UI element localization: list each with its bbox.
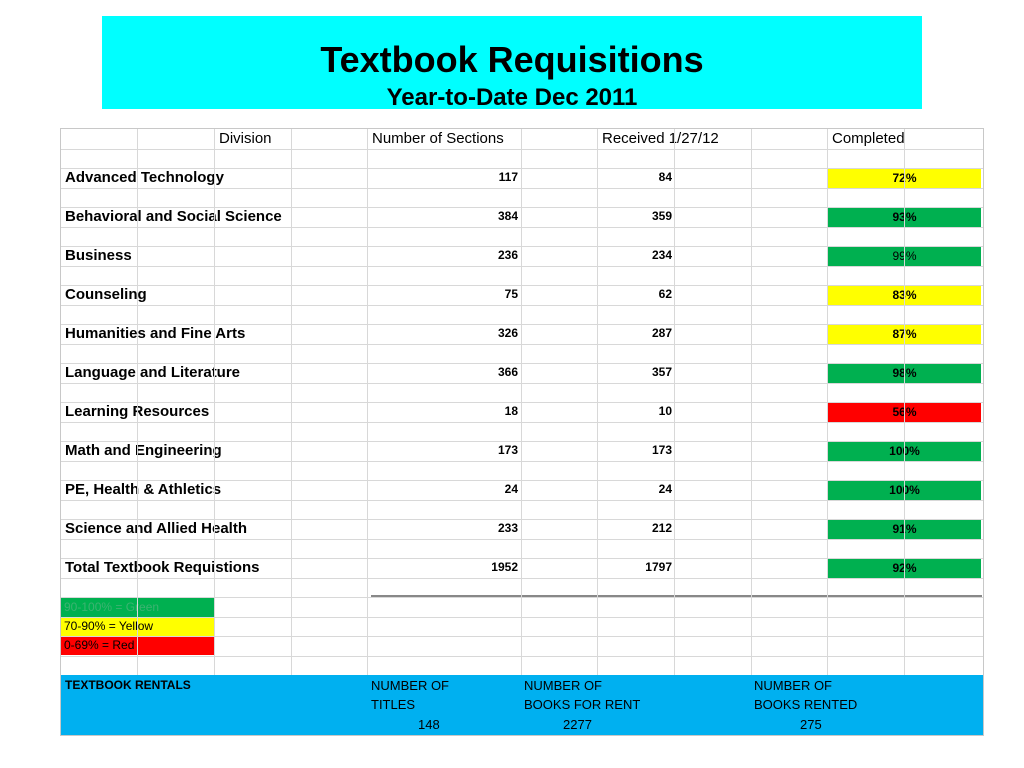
grid-row-line (61, 227, 983, 228)
division-name: Advanced Technology (65, 169, 224, 186)
rentals-for-rent-value: 2277 (563, 717, 592, 732)
grid-row-line (61, 207, 983, 208)
received-count: 357 (651, 365, 672, 379)
rentals-titles-heading-1: NUMBER OF (371, 678, 449, 693)
header-completed: Completed (832, 130, 905, 147)
header-received: Received 1/27/12 (602, 130, 719, 147)
grid-row-line (61, 305, 983, 306)
sections-count: 326 (497, 326, 518, 340)
grid-row-line (61, 188, 983, 189)
division-name: PE, Health & Athletics (65, 481, 222, 498)
division-name: Science and Allied Health (65, 520, 247, 537)
grid-row-line (61, 656, 983, 657)
division-name: Learning Resources (65, 403, 210, 420)
sections-count: 75 (504, 287, 518, 301)
completed-percent: 72% (828, 168, 981, 188)
grid-row-line (61, 363, 983, 364)
sections-count: 366 (497, 365, 518, 379)
division-name: Behavioral and Social Science (65, 208, 282, 225)
rentals-for-rent-heading-2: BOOKS FOR RENT (524, 697, 641, 712)
grid-row-line (61, 617, 983, 618)
legend-item: 90-100% = Green (61, 598, 214, 617)
rentals-titles-value: 148 (418, 717, 440, 732)
sections-count: 233 (497, 521, 518, 535)
completed-percent: 91% (828, 519, 981, 539)
grid-row-line (61, 168, 983, 169)
division-name: Math and Engineering (65, 442, 222, 459)
grid-row-line (61, 324, 983, 325)
grid-row-line (61, 246, 983, 247)
division-name: Humanities and Fine Arts (65, 325, 246, 342)
completed-percent: 92% (828, 558, 981, 578)
rentals-titles-heading-2: TITLES (371, 697, 416, 712)
grid-row-line (61, 558, 983, 559)
header-sections: Number of Sections (372, 130, 504, 147)
grid-row-line (61, 519, 983, 520)
rentals-for-rent-heading-1: NUMBER OF (524, 678, 602, 693)
grid-row-line (61, 285, 983, 286)
grid-row-line (61, 383, 983, 384)
sections-count: 236 (497, 248, 518, 262)
grid-row-line (61, 578, 983, 579)
grid-row-line (61, 500, 983, 501)
legend-item: 0-69% = Red (61, 636, 214, 655)
division-name: Business (65, 247, 132, 264)
sections-count: 24 (504, 482, 518, 496)
sections-count: 384 (497, 209, 518, 223)
grid-row-line (61, 402, 983, 403)
division-name: Total Textbook Requistions (65, 559, 260, 576)
received-count: 84 (658, 170, 672, 184)
completed-percent: 83% (828, 285, 981, 305)
rentals-rented-value: 275 (800, 717, 822, 732)
requisitions-table (60, 128, 984, 736)
completed-percent: 93% (828, 207, 981, 227)
grid-row-line (61, 422, 983, 423)
completed-percent: 56% (828, 402, 981, 422)
rentals-label: TEXTBOOK RENTALS (65, 678, 191, 692)
received-count: 62 (658, 287, 672, 301)
grid-row-line (61, 266, 983, 267)
page-subtitle: Year-to-Date Dec 2011 (386, 84, 638, 111)
division-name: Counseling (65, 286, 147, 303)
received-count: 1797 (645, 560, 672, 574)
sections-count: 173 (497, 443, 518, 457)
rentals-bar (61, 675, 983, 735)
header-division: Division (219, 130, 272, 147)
grid-row-line (61, 344, 983, 345)
completed-percent: 100% (828, 441, 981, 461)
received-count: 287 (651, 326, 672, 340)
received-count: 359 (651, 209, 672, 223)
rentals-rented-heading-1: NUMBER OF (754, 678, 832, 693)
grid-row-line (61, 441, 983, 442)
grid-row-line (61, 461, 983, 462)
grid-row-line (61, 597, 983, 598)
legend-item: 70-90% = Yellow (61, 617, 214, 636)
rentals-rented-heading-2: BOOKS RENTED (754, 697, 858, 712)
page-title: Textbook Requisitions (320, 39, 704, 80)
completed-percent: 100% (828, 480, 981, 500)
grid-row-line (61, 636, 983, 637)
sections-count: 117 (498, 170, 518, 184)
received-count: 234 (651, 248, 672, 262)
received-count: 212 (651, 521, 672, 535)
completed-percent: 87% (828, 324, 981, 344)
grid-row-line (61, 149, 983, 150)
title-banner (102, 16, 922, 109)
grid-row-line (61, 539, 983, 540)
division-name: Language and Literature (65, 364, 241, 381)
sections-count: 18 (504, 404, 518, 418)
received-count: 173 (651, 443, 672, 457)
received-count: 10 (658, 404, 672, 418)
grid-row-line (61, 480, 983, 481)
received-count: 24 (658, 482, 672, 496)
completed-percent: 99% (828, 246, 981, 266)
completed-percent: 98% (828, 363, 981, 383)
sections-count: 1952 (491, 560, 518, 574)
